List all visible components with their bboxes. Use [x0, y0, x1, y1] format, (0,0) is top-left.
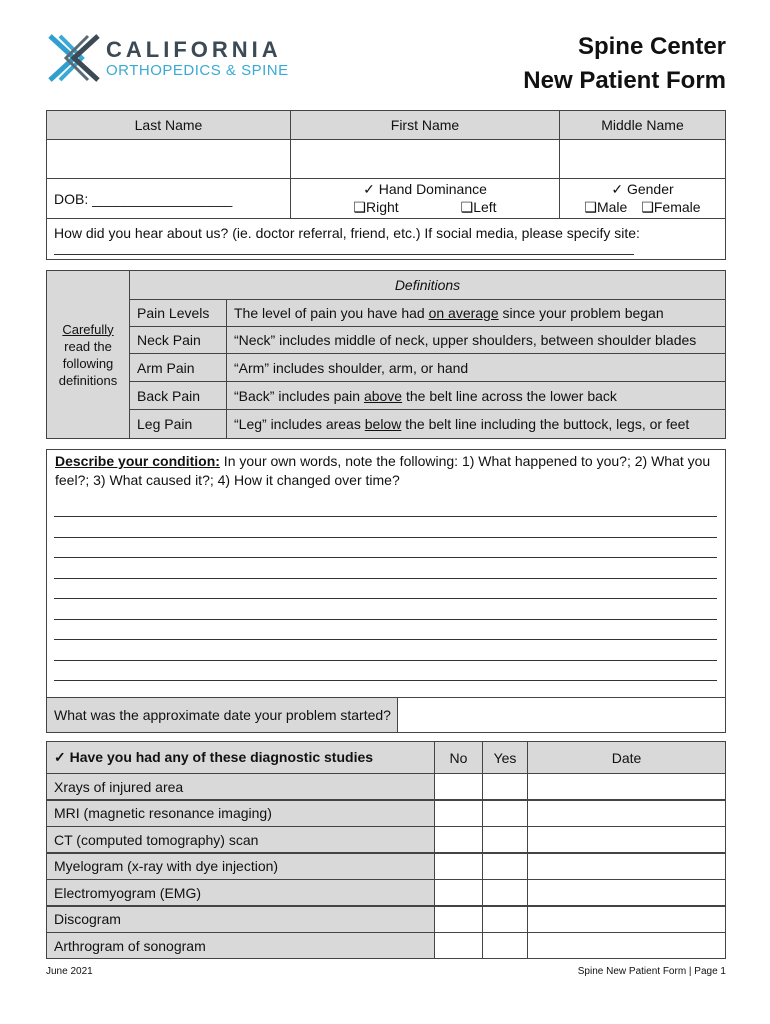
study-name: Discogram [46, 906, 435, 933]
writing-line[interactable] [54, 619, 717, 620]
middle-name-field[interactable] [559, 139, 726, 179]
studies-col-date: Date [527, 741, 726, 774]
writing-line[interactable] [54, 639, 717, 640]
studies-header: ✓ Have you had any of these diagnostic studies [46, 741, 435, 774]
definition-text-part: the belt line across the lower back [402, 387, 617, 404]
study-yes-field[interactable] [482, 800, 528, 827]
study-no-field[interactable] [434, 826, 483, 853]
study-no-field[interactable] [434, 853, 483, 880]
definition-term: Neck Pain [129, 326, 227, 354]
writing-line[interactable] [54, 660, 717, 661]
study-date-field[interactable] [527, 773, 726, 800]
studies-col-no: No [434, 741, 483, 774]
definition-text-part: “Arm” includes shoulder, arm, or hand [234, 359, 469, 376]
definition-text [226, 381, 726, 410]
condition-instructions: In your own words, note the following: 1) What happened to you?; 2) What you [219, 453, 711, 469]
study-no-field[interactable] [434, 932, 483, 959]
definition-text [226, 353, 726, 382]
hand-left-checkbox[interactable]: ❑Left [460, 198, 497, 215]
study-name: Electromyogram (EMG) [46, 879, 435, 906]
gender-cell [559, 178, 726, 219]
definition-text-part: “Leg” includes areas [234, 416, 365, 432]
definition-term: Leg Pain [129, 409, 227, 439]
study-name: MRI (magnetic resonance imaging) [46, 800, 435, 827]
definition-text [226, 299, 726, 327]
definition-term: Back Pain [129, 381, 227, 410]
study-no-field[interactable] [434, 879, 483, 906]
company-logo [48, 34, 308, 84]
condition-instructions-2: feel?; 3) What caused it?; 4) How it changed over time? [55, 472, 400, 488]
definition-term: Pain Levels [129, 299, 227, 327]
definitions-side-label [46, 270, 130, 439]
hand-right-checkbox[interactable]: ❑Right [353, 198, 399, 215]
study-yes-field[interactable] [482, 826, 528, 853]
gender-label: ✓ Gender [611, 180, 674, 197]
side-label-definitions: definitions [58, 372, 118, 388]
study-date-field[interactable] [527, 906, 726, 933]
definition-term: Arm Pain [129, 353, 227, 382]
writing-line[interactable] [54, 516, 717, 517]
first-name-header: First Name [290, 110, 560, 140]
study-date-field[interactable] [527, 853, 726, 880]
study-yes-field[interactable] [482, 773, 528, 800]
study-yes-field[interactable] [482, 932, 528, 959]
study-yes-field[interactable] [482, 853, 528, 880]
form-title-line1: Spine Center [577, 33, 726, 60]
problem-date-field[interactable] [397, 697, 726, 733]
study-date-field[interactable] [527, 800, 726, 827]
brand-name: CALIFORNIA [106, 37, 282, 62]
definition-text-part: the belt line including the buttock, legs, or feet [401, 416, 690, 432]
gender-female-checkbox[interactable]: ❑Female [641, 198, 701, 215]
footer-date: June 2021 [46, 966, 93, 977]
definitions-title: Definitions [129, 270, 726, 300]
study-name: Xrays of injured area [46, 773, 435, 800]
study-yes-field[interactable] [482, 906, 528, 933]
study-date-field[interactable] [527, 826, 726, 853]
referral-answer-line[interactable] [54, 254, 634, 255]
logo-mark-icon [48, 34, 100, 82]
form-title-line2: New Patient Form [523, 67, 726, 94]
condition-label: Describe your condition: [55, 453, 220, 469]
last-name-field[interactable] [46, 139, 291, 179]
study-no-field[interactable] [434, 906, 483, 933]
study-date-field[interactable] [527, 879, 726, 906]
study-name: Arthrogram of sonogram [46, 932, 435, 959]
side-label-read: read the [64, 338, 112, 354]
study-name: CT (computed tomography) scan [46, 826, 435, 853]
first-name-field[interactable] [290, 139, 560, 179]
study-no-field[interactable] [434, 800, 483, 827]
writing-line[interactable] [54, 537, 717, 538]
definition-text-emphasis: above [363, 387, 403, 404]
definition-text-part: “Neck” includes middle of neck, upper shoulders, between shoulder blades [234, 332, 697, 348]
middle-name-header: Middle Name [559, 110, 726, 140]
study-yes-field[interactable] [482, 879, 528, 906]
brand-subtitle: ORTHOPEDICS & SPINE [106, 62, 289, 79]
study-no-field[interactable] [434, 773, 483, 800]
definition-text-part: The level of pain you have had [234, 305, 429, 321]
definition-text-emphasis: on average [428, 305, 499, 321]
studies-col-yes: Yes [482, 741, 528, 774]
definition-text-part: “Back” includes pain [234, 387, 364, 404]
writing-line[interactable] [54, 680, 717, 681]
study-date-field[interactable] [527, 932, 726, 959]
definition-text [226, 409, 726, 439]
hand-dominance-label: ✓ Hand Dominance [363, 180, 487, 197]
side-label-following: following [62, 355, 114, 371]
form-title [523, 30, 726, 98]
writing-line[interactable] [54, 598, 717, 599]
definition-text-emphasis: below [364, 416, 402, 432]
dob-field[interactable]: DOB: __________________ [46, 178, 291, 219]
study-name: Myelogram (x-ray with dye injection) [46, 853, 435, 880]
condition-section [46, 449, 726, 698]
definition-text [226, 326, 726, 354]
referral-question: How did you hear about us? (ie. doctor referral, friend, etc.) If social media, please specify site: [54, 225, 640, 241]
last-name-header: Last Name [46, 110, 291, 140]
hand-dominance-cell [290, 178, 560, 219]
definition-text-part: since your problem began [498, 305, 664, 321]
side-label-carefully: Carefully [62, 321, 114, 337]
writing-line[interactable] [54, 578, 717, 579]
footer-page: Spine New Patient Form | Page 1 [577, 966, 726, 977]
gender-male-checkbox[interactable]: ❑Male [584, 198, 628, 215]
writing-line[interactable] [54, 557, 717, 558]
problem-date-question: What was the approximate date your problem started? [46, 697, 398, 733]
